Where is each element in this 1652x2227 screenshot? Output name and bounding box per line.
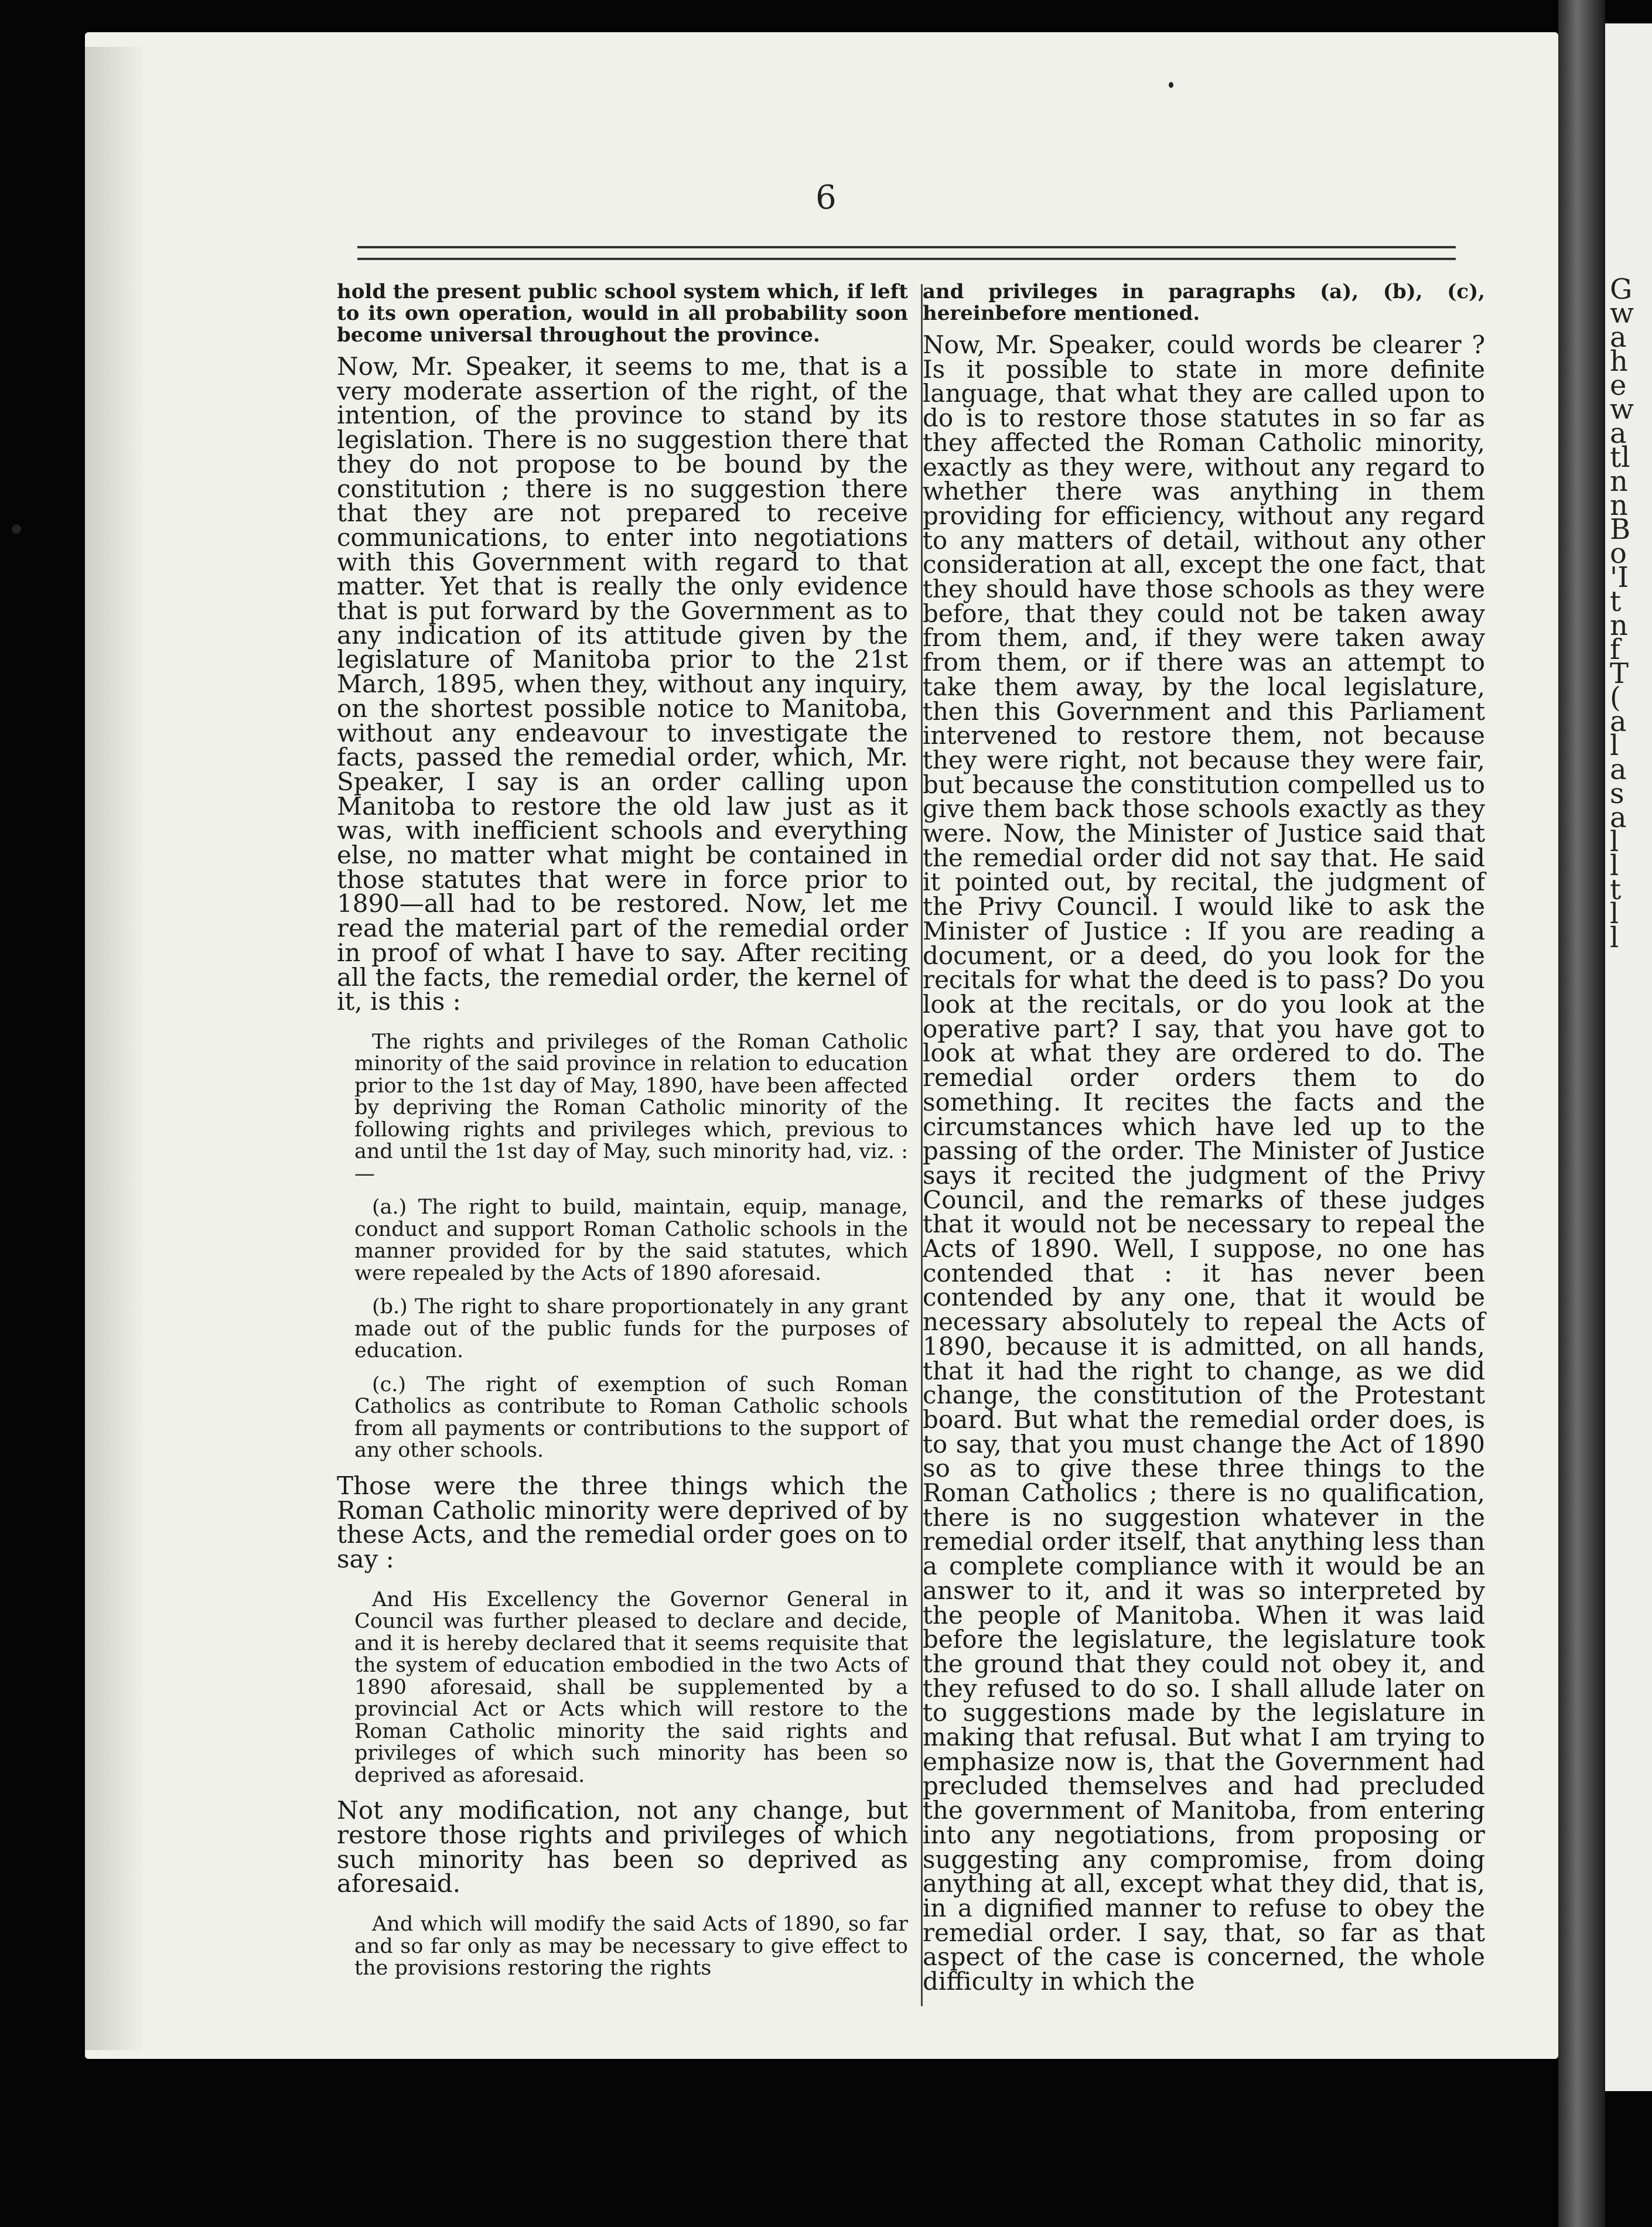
left-para-3: Those were the three things which the Roman Catholic minority were deprived of by these Acts, and the remedial order goes on to say :: [337, 1471, 908, 1574]
adjacent-page-letter: G: [1610, 273, 1633, 306]
adjacent-page-letter: a: [1610, 417, 1627, 450]
adjacent-page-letter: a: [1610, 321, 1627, 354]
adjacent-page-letter: e: [1610, 369, 1627, 402]
left-quote-3: And which will modify the said Acts of 1890, so far and so far only as may be necessary to give effect to the provisions restoring the rights: [354, 1912, 908, 1980]
adjacent-page-letter: f: [1610, 633, 1620, 666]
adjacent-page-letter: l: [1610, 825, 1619, 858]
book-spine: [1558, 0, 1605, 2227]
right-column: [923, 281, 1485, 2002]
left-para-2: Now, Mr. Speaker, it seems to me, that is a very moderate assertion of the right, of the intention, of the province to stand by its legislation. There is no suggestion there that they do not propose to be bound by the constitution ; there is no suggestion there that they are not prepared to receive communications, to enter into negotiations with this Government with regard to that matter. Yet that is really the only evidence that is put forward by the Government as to any indication of its attitude given by the legislature of Manitoba prior to the 21st March, 1895, when they, without any inquiry, on the shortest possible notice to Manitoba, without any endeavour to investigate the facts, passed the remedial order, which, Mr. Speaker, I say is an order calling upon Manitoba to restore the old law just as it was, with inefficient schools and everything else, no matter what might be contained in those statutes that were in force prior to 1890—all had to be restored. Now, let me read the material part of the remedial order in proof of what I have to say. After reciting all the facts, the remedial order, the kernel of it, is this :: [337, 352, 908, 1016]
adjacent-page-letter: l: [1610, 897, 1619, 930]
left-quote-1: The rights and privileges of the Roman Catholic minority of the said province in relation to education prior to the 1st day of May, 1890, have been affected by depriving the Roman Catholic minority of the following rights and privileges which, previous to and until the 1st day of May, such minority had, viz. :—: [354, 1030, 908, 1186]
adjacent-page-letter: h: [1610, 345, 1628, 378]
left-quote-item-b: (b.) The right to share proportionately in any grant made out of the public funds for the purposes of education.: [354, 1295, 908, 1363]
adjacent-page-letter: a: [1610, 801, 1627, 834]
adjacent-page-letter: a: [1610, 705, 1627, 738]
adjacent-page-letter: w: [1610, 393, 1634, 426]
adjacent-page-letter: o: [1610, 537, 1627, 570]
adjacent-page-letter: a: [1610, 753, 1627, 786]
adjacent-page-letter: 'I: [1610, 561, 1629, 594]
right-para-1: and privileges in paragraphs (a), (b), (c), hereinbefore mentioned.: [923, 280, 1485, 325]
left-column: [337, 281, 908, 1992]
adjacent-page-letter: s: [1610, 777, 1624, 810]
left-quote-2: And His Excellency the Governor General in Council was further pleased to declare and decide, and it is hereby declared that it seems requisite that the system of education embodied in the two Acts of 1890 aforesaid, shall be supplemented by a provincial Act or Acts which will restore to the Roman Catholic minority the said rights and privileges of which such minority has been so deprived as aforesaid.: [354, 1587, 908, 1787]
adjacent-page-letter: B: [1610, 513, 1631, 546]
scan-speck: [1169, 82, 1173, 88]
page-left-shadow: [85, 47, 144, 2050]
header-rule-bottom: [357, 258, 1456, 260]
adjacent-page-letter: w: [1610, 297, 1634, 330]
adjacent-page-letter: t: [1610, 585, 1622, 618]
adjacent-page-letter: l: [1610, 729, 1619, 762]
adjacent-page-letter: tl: [1610, 441, 1630, 474]
left-para-1: hold the present public school system which, if left to its own operation, would in all probability soon become universal throughout the province.: [337, 280, 908, 347]
adjacent-page-letter: t: [1610, 873, 1622, 906]
left-quote-item-c: (c.) The right of exemption of such Roman Catholics as contribute to Roman Catholic schools from all payments or contributions to the support of any other schools.: [354, 1372, 908, 1463]
adjacent-page-letter: l: [1610, 921, 1619, 954]
adjacent-page-letter: (: [1610, 681, 1621, 714]
header-rule-top: [357, 246, 1456, 248]
page-number: 6: [815, 179, 837, 217]
adjacent-page-letter: l: [1610, 849, 1619, 882]
adjacent-page-letter: n: [1610, 489, 1628, 522]
scan-speck: [12, 524, 21, 534]
adjacent-page-letter: T: [1610, 657, 1629, 690]
adjacent-page-edge: [1605, 23, 1652, 2091]
left-para-4: Not any modification, not any change, but restore those rights and privileges of which such minority has been so deprived as aforesaid.: [337, 1796, 908, 1898]
right-para-2: Now, Mr. Speaker, could words be clearer ? Is it possible to state in more definite language, that what they are called upon to do is to restore those statutes in so far as they affected the Roman Catholic minority, exactly as they were, without any regard to whether there was anything in them providing for efficiency, without any regard to any matters of detail, without any other consideration at all, except the one fact, that they should have those schools as they were before, that they could not be taken away from them, and, if they were taken away from them, or if there was an attempt to take them away, by the local legislature, then this Government and this Parliament intervened to restore them, not because they were right, not because they were fair, but because the constitution compelled us to give them back those schools exactly as they were. Now, the Minister of Justice said that the remedial order did not say that. He said it pointed out, by recital, the judgment of the Privy Council. I would like to ask the Minister of Justice : If you are reading a document, or a deed, do you look for the recitals for what the deed is to pass? Do you look at the recitals, or do you look at the operative part? I say, that you have got to look at what they are ordered to do. The remedial order orders them to do something. It recites the facts and the circumstances which have led up to the passing of the order. The Minister of Justice says it recited the judgment of the Privy Council, and the remarks of these judges that it would not be necessary to repeal the Acts of 1890. Well, I suppose, no one has contended that : it has never been contended by any one, that it would be necessary absolutely to repeal the Acts of 1890, because it is admitted, on all hands, that it had the right to change, as we did change, the constitution of the Protestant board. But what the remedial order does, is to say, that you must change the Act of 1890 so as to give these three things to the Roman Catholics ; there is no qualification, there is no suggestion whatever in the remedial order itself, that anything less than a complete compliance with it would be an answer to it, and it was so interpreted by the people of Manitoba. When it was laid before the legislature, the legislature took the ground that they could not obey it, and they refused to do so. I shall allude later on to suggestions made by the legislature in making that refusal. But what I am trying to emphasize now is, that the Government had precluded themselves and had precluded the government of Manitoba, from entering into any negotiations, from proposing or suggesting any compromise, from doing anything at all, except what they did, that is, in a dignified manner to refuse to obey the remedial order. I say, that, so far as that aspect of the case is concerned, the whole difficulty in which the: [923, 330, 1485, 1996]
left-quote-item-a: (a.) The right to build, maintain, equip, manage, conduct and support Roman Catholic schools in the manner provided for by the said statutes, which were repealed by the Acts of 1890 aforesaid.: [354, 1196, 908, 1285]
adjacent-page-letter: n: [1610, 465, 1628, 498]
adjacent-page-letter: n: [1610, 609, 1628, 642]
